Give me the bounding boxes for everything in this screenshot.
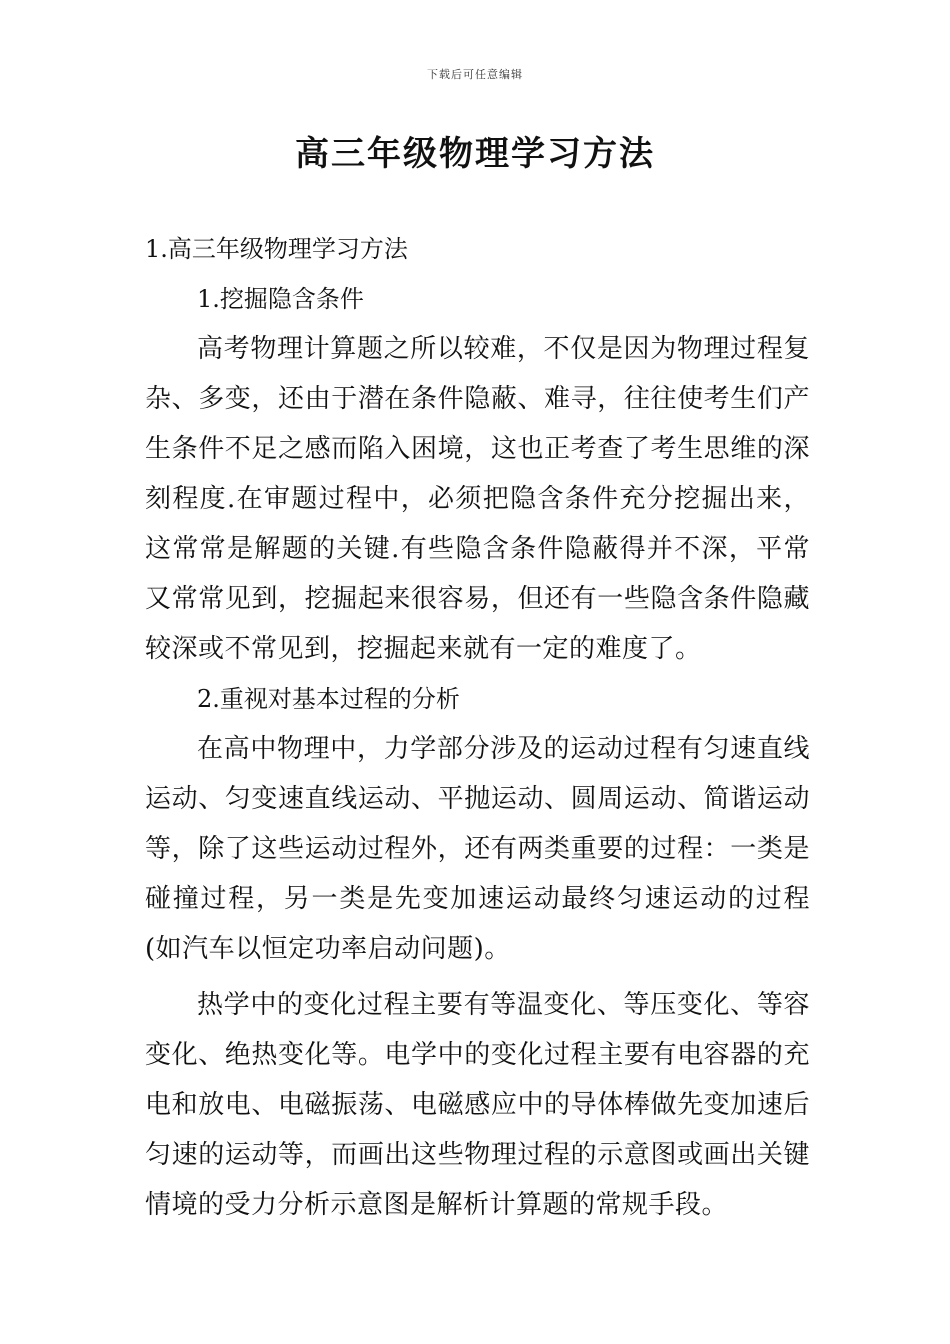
paragraph: 高考物理计算题之所以较难，不仅是因为物理过程复杂、多变，还由于潜在条件隐蔽、难寻，往往使考生们产生条件不足之感而陷入困境，这也正考查了考生思维的深刻程度.在审题过程中，必须把隐含条件充分挖掘出来，这常常是解题的关键.有些隐含条件隐蔽得并不深，平常又常常见到，挖掘起来很容易，但还有一些隐含条件隐藏较深或不常见到，挖掘起来就有一定的难度了。 [145,334,810,664]
section-heading: 1.高三年级物理学习方法 [145,235,408,263]
paragraph: 在高中物理中，力学部分涉及的运动过程有匀速直线运动、匀变速直线运动、平抛运动、圆周运动、简谐运动等，除了这些运动过程外，还有两类重要的过程：一类是碰撞过程，另一类是先变加速运动最终匀速运动的过程(如汽车以恒定功率启动问题)。 [145,734,810,964]
paragraph: 热学中的变化过程主要有等温变化、等压变化、等容变化、绝热变化等。电学中的变化过程主要有电容器的充电和放电、电磁振荡、电磁感应中的导体棒做先变加速后匀速的运动等，而画出这些物理过程的示意图或画出关键情境的受力分析示意图是解析计算题的常规手段。 [145,990,810,1220]
subsection-heading-1: 1.挖掘隐含条件 [197,285,364,313]
header-note: 下载后可任意编辑 [427,68,523,81]
document-title: 高三年级物理学习方法 [295,134,655,174]
subsection-heading-2: 2.重视对基本过程的分析 [197,685,460,713]
document-body [145,224,810,1230]
